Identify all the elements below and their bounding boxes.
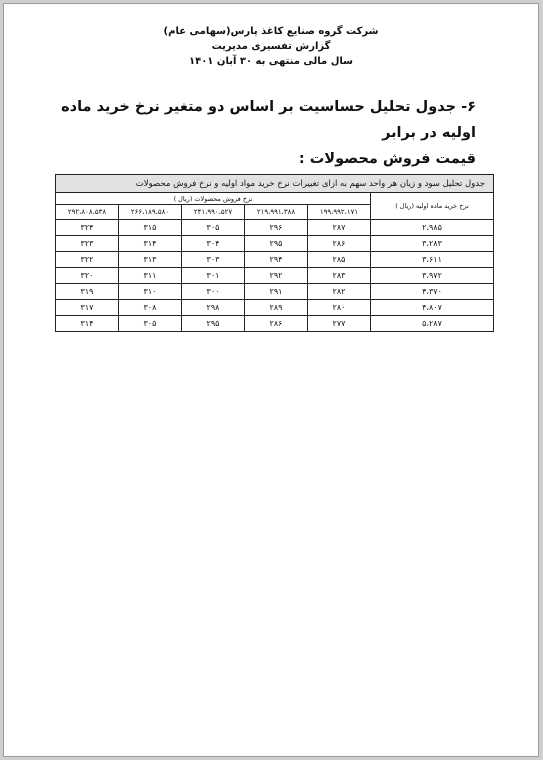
sale-price-header: ۲۴۱،۹۹۰،۵۲۷	[182, 205, 245, 220]
table-caption: جدول تحلیل سود و زیان هر واحد سهم به ازای تغییرات نرخ خرید مواد اولیه و نرخ فروش محصولات	[56, 175, 494, 193]
eps-value-cell: ۲۸۶	[245, 316, 308, 332]
document-page	[3, 3, 539, 757]
eps-value-cell: ۲۹۲	[245, 268, 308, 284]
eps-value-cell: ۳۱۵	[119, 220, 182, 236]
eps-value-cell: ۳۱۹	[56, 284, 119, 300]
table-row	[56, 316, 494, 332]
eps-value-cell: ۲۹۸	[182, 300, 245, 316]
eps-value-cell: ۲۸۲	[308, 284, 371, 300]
table-row	[56, 252, 494, 268]
sensitivity-table	[55, 174, 494, 332]
table-row	[56, 220, 494, 236]
sale-price-header: ۲۹۲،۸۰۸،۵۳۸	[56, 205, 119, 220]
eps-value-cell: ۲۸۶	[308, 236, 371, 252]
eps-value-cell: ۳۰۰	[182, 284, 245, 300]
eps-value-cell: ۲۹۴	[245, 252, 308, 268]
eps-value-cell: ۳۰۵	[182, 220, 245, 236]
eps-value-cell: ۳۲۴	[56, 220, 119, 236]
purchase-rate-cell: ۵،۲۸۷	[371, 316, 494, 332]
eps-value-cell: ۲۸۹	[245, 300, 308, 316]
purchase-rate-cell: ۳،۶۱۱	[371, 252, 494, 268]
eps-value-cell: ۲۸۷	[308, 220, 371, 236]
eps-value-cell: ۲۸۳	[308, 268, 371, 284]
sale-price-header: ۲۱۹،۹۹۱،۳۸۸	[245, 205, 308, 220]
table-row	[56, 268, 494, 284]
eps-value-cell: ۳۱۰	[119, 284, 182, 300]
report-title: گزارش تفسیری مدیریت	[211, 41, 331, 52]
eps-value-cell: ۳۱۷	[56, 300, 119, 316]
table-row	[56, 300, 494, 316]
sale-price-header: ۲۶۶،۱۸۹،۵۸۰	[119, 205, 182, 220]
eps-value-cell: ۳۲۲	[56, 252, 119, 268]
eps-value-cell: ۲۸۵	[308, 252, 371, 268]
eps-value-cell: ۳۲۰	[56, 268, 119, 284]
eps-value-cell: ۳۰۴	[182, 236, 245, 252]
section-title	[46, 94, 476, 172]
eps-value-cell: ۳۲۳	[56, 236, 119, 252]
table-row	[56, 284, 494, 300]
purchase-rate-cell: ۴،۸۰۷	[371, 300, 494, 316]
purchase-rate-cell: ۴،۳۷۰	[371, 284, 494, 300]
eps-value-cell: ۲۹۵	[182, 316, 245, 332]
eps-value-cell: ۳۱۳	[119, 252, 182, 268]
eps-value-cell: ۲۷۷	[308, 316, 371, 332]
eps-value-cell: ۲۹۱	[245, 284, 308, 300]
purchase-rate-cell: ۲،۹۸۵	[371, 220, 494, 236]
sale-price-header: ۱۹۹،۹۹۲،۱۷۱	[308, 205, 371, 220]
row-header-purchase-rate: نرخ خرید ماده اولیه (ریال )	[371, 193, 494, 220]
eps-value-cell: ۲۹۵	[245, 236, 308, 252]
fiscal-period: سال مالی منتهی به ۳۰ آبان ۱۴۰۱	[189, 56, 353, 67]
eps-value-cell: ۲۹۶	[245, 220, 308, 236]
table-body	[56, 220, 494, 332]
report-header	[4, 24, 538, 69]
eps-value-cell: ۳۰۱	[182, 268, 245, 284]
eps-value-cell: ۳۱۱	[119, 268, 182, 284]
eps-value-cell: ۳۱۴	[119, 236, 182, 252]
column-group-header-sale-rate: نرخ فروش محصولات (ریال )	[56, 193, 371, 205]
eps-value-cell: ۳۱۴	[56, 316, 119, 332]
company-name: شرکت گروه صنایع کاغذ پارس(سهامی عام)	[163, 26, 379, 37]
section-title-line1: ۶- جدول تحلیل حساسیت بر اساس دو متغیر نرخ خرید ماده اولیه در برابر	[61, 99, 476, 141]
eps-value-cell: ۲۸۰	[308, 300, 371, 316]
section-title-line2: قیمت فروش محصولات :	[298, 151, 476, 167]
table-row	[56, 236, 494, 252]
purchase-rate-cell: ۳،۹۷۲	[371, 268, 494, 284]
eps-value-cell: ۳۰۸	[119, 300, 182, 316]
purchase-rate-cell: ۳،۲۸۳	[371, 236, 494, 252]
eps-value-cell: ۳۰۵	[119, 316, 182, 332]
eps-value-cell: ۳۰۳	[182, 252, 245, 268]
